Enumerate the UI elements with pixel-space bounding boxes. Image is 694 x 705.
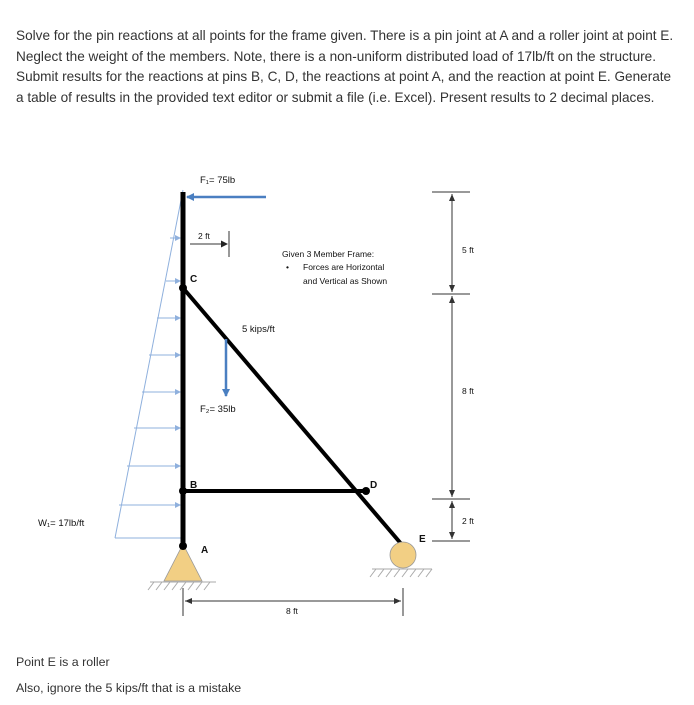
- dimension-right: [432, 192, 474, 541]
- force-f2-label: F₂= 35lb: [200, 404, 236, 415]
- roller-support-e: [370, 542, 432, 577]
- load-envelope-line: [115, 190, 183, 538]
- joint-c: [179, 284, 187, 292]
- info-line-2: and Vertical as Shown: [303, 276, 388, 286]
- dim-5ft: 5 ft: [462, 245, 474, 255]
- joint-d: [362, 487, 370, 495]
- info-bullet: •: [286, 262, 289, 272]
- problem-statement: Solve for the pin reactions at all points for the frame given. There is a pin joint at A and a roller joint at point E. Neglect the weight of the members. Note, there is a non-uniform distributed load of 17lb/ft on the structure. Submit results for the reactions at pins B, C, D, the reactions at point A, and the reaction at point E. Generate a table of results in the provided text editor or submit a file (i.e. Excel). Present results to 2 decimal places.: [16, 28, 674, 105]
- force-f1-label: F₁= 75lb: [200, 175, 236, 186]
- ignore-note: Also, ignore the 5 kips/ft that is a mistake: [16, 681, 242, 695]
- label-c: C: [190, 274, 198, 285]
- label-d: D: [370, 480, 378, 491]
- info-title: Given 3 Member Frame:: [282, 249, 375, 259]
- svg-text:2 ft: 2 ft: [198, 231, 210, 241]
- dim-8ft-bottom: 8 ft: [286, 606, 298, 616]
- roller-note: Point E is a roller: [16, 655, 110, 669]
- label-e: E: [419, 534, 426, 545]
- dim-8ft-right: 8 ft: [462, 386, 474, 396]
- info-line-1: Forces are Horizontal: [303, 262, 385, 272]
- w1-label: W₁= 17lb/ft: [38, 518, 85, 529]
- member-diagonal: [183, 288, 403, 546]
- dist-load-label: 5 kips/ft: [242, 324, 275, 335]
- joint-b: [179, 487, 187, 495]
- dimension-2ft-top: [190, 231, 229, 257]
- dim-2ft-right: 2 ft: [462, 516, 474, 526]
- label-a: A: [201, 545, 209, 556]
- frame-members: [183, 192, 403, 546]
- dimension-bottom: [183, 588, 403, 616]
- label-b: B: [190, 480, 198, 491]
- distributed-load: [115, 190, 183, 538]
